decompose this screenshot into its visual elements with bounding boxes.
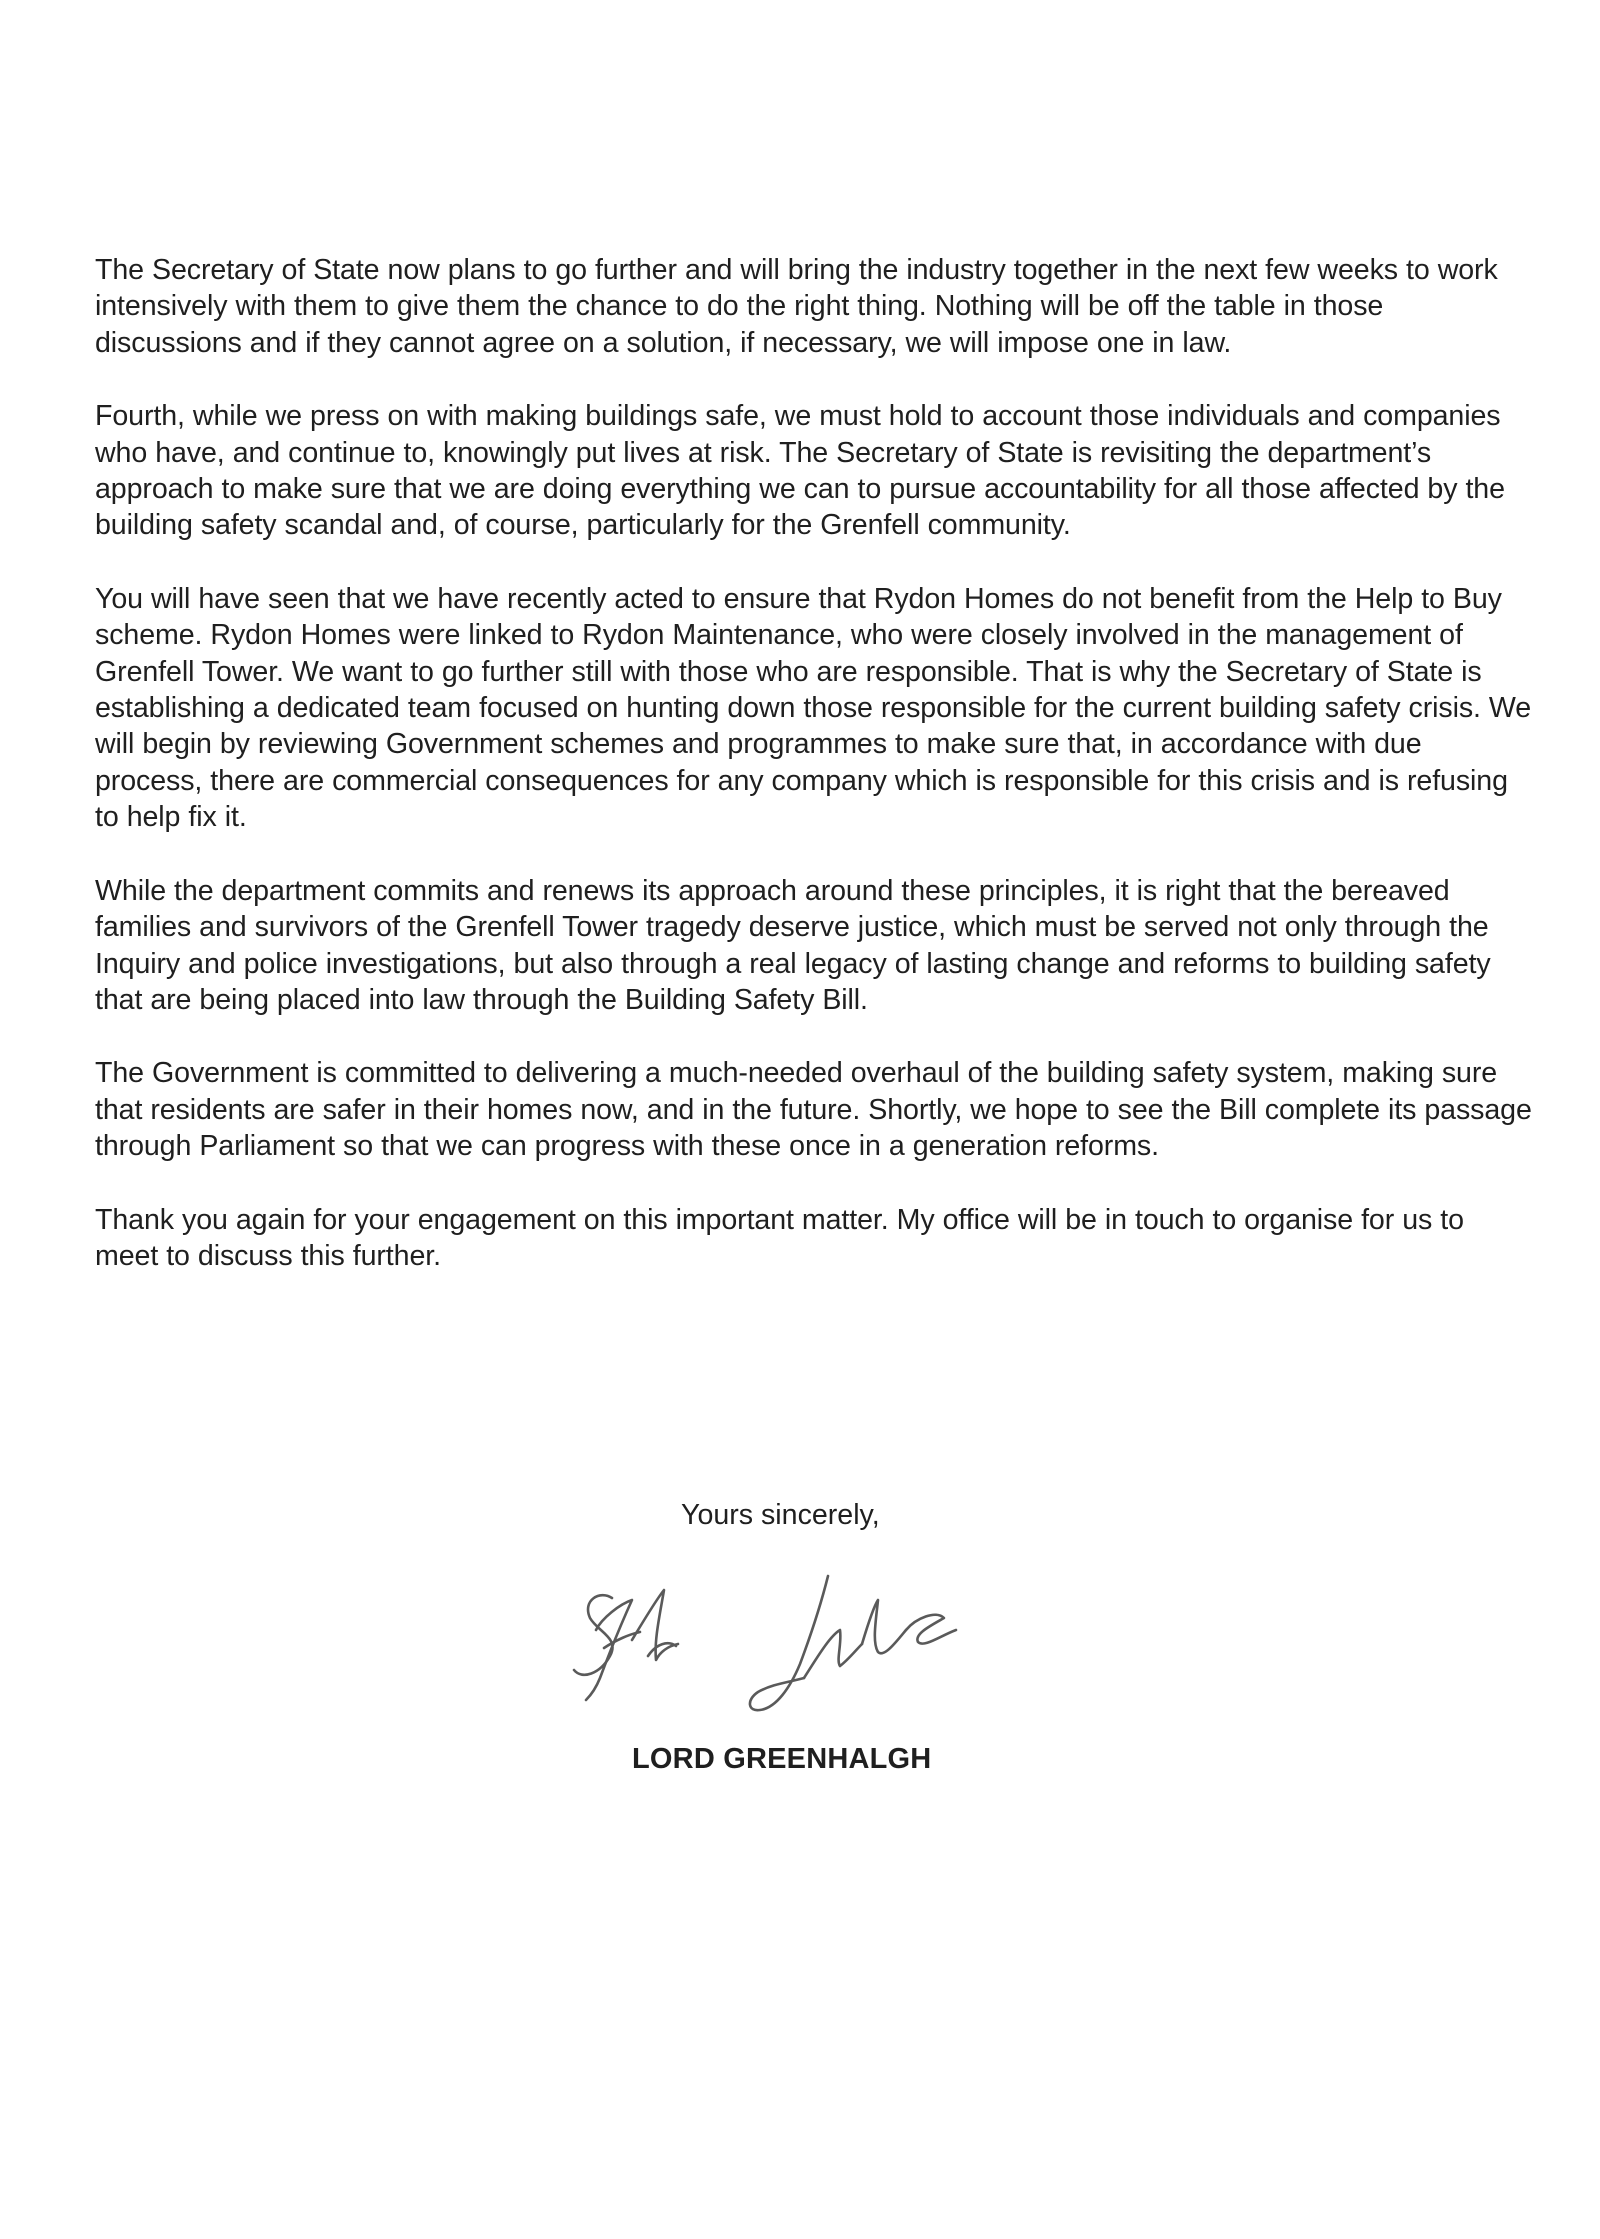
handwritten-signature: [560, 1560, 1040, 1730]
closing-salutation: Yours sincerely,: [681, 1499, 880, 1531]
signatory-name: LORD GREENHALGH: [632, 1743, 932, 1775]
paragraph-building-safety-bill: The Government is committed to delivering a much-needed overhaul of the building safety system, making sure that residents are safer in their homes now, and in the future. Shortly, we hope to see the Bill complete its passage through Parliament so that we can progress with these once in a generation reforms.: [95, 1057, 1532, 1163]
paragraph-justice: While the department commits and renews its approach around these principles, it is right that the bereaved families and survivors of the Grenfell Tower tragedy deserve justice, which must be served not only through the Inquiry and police investigations, but also through a real legacy of lasting change and reforms to building safety that are being placed into law through the Building Safety Bill.: [95, 874, 1491, 1016]
paragraph-accountability: Fourth, while we press on with making buildings safe, we must hold to account those individuals and companies who have, and continue to, knowingly put lives at risk. The Secretary of State is revisiting the department’s approach to make sure that we are doing everything we can to pursue accountability for all those affected by the building safety scandal and, of course, particularly for the Grenfell community.: [95, 400, 1505, 542]
paragraph-industry-engagement: The Secretary of State now plans to go further and will bring the industry together in the next few weeks to work intensively with them to give them the chance to do the right thing. Nothing will be off the table in those discussions and if they cannot agree on a solution, if necessary, we will impose one in law.: [95, 254, 1498, 359]
paragraph-thank-you: Thank you again for your engagement on this important matter. My office will be in touch to organise for us to meet to discuss this further.: [95, 1203, 1464, 1272]
paragraph-rydon-homes: You will have seen that we have recently acted to ensure that Rydon Homes do not benefit from the Help to Buy scheme. Rydon Homes were linked to Rydon Maintenance, who were closely involved in the management of Grenfell Tower. We want to go further still with those who are responsible. That is why the Secretary of State is establishing a dedicated team focused on hunting down those responsible for the current building safety crisis. We will begin by reviewing Government schemes and programmes to make sure that, in accordance with due process, there are commercial consequences for any company which is responsible for this crisis and is refusing to help fix it.: [95, 582, 1532, 834]
letter-body: [95, 252, 1535, 1311]
signature-icon: [560, 1560, 1040, 1730]
